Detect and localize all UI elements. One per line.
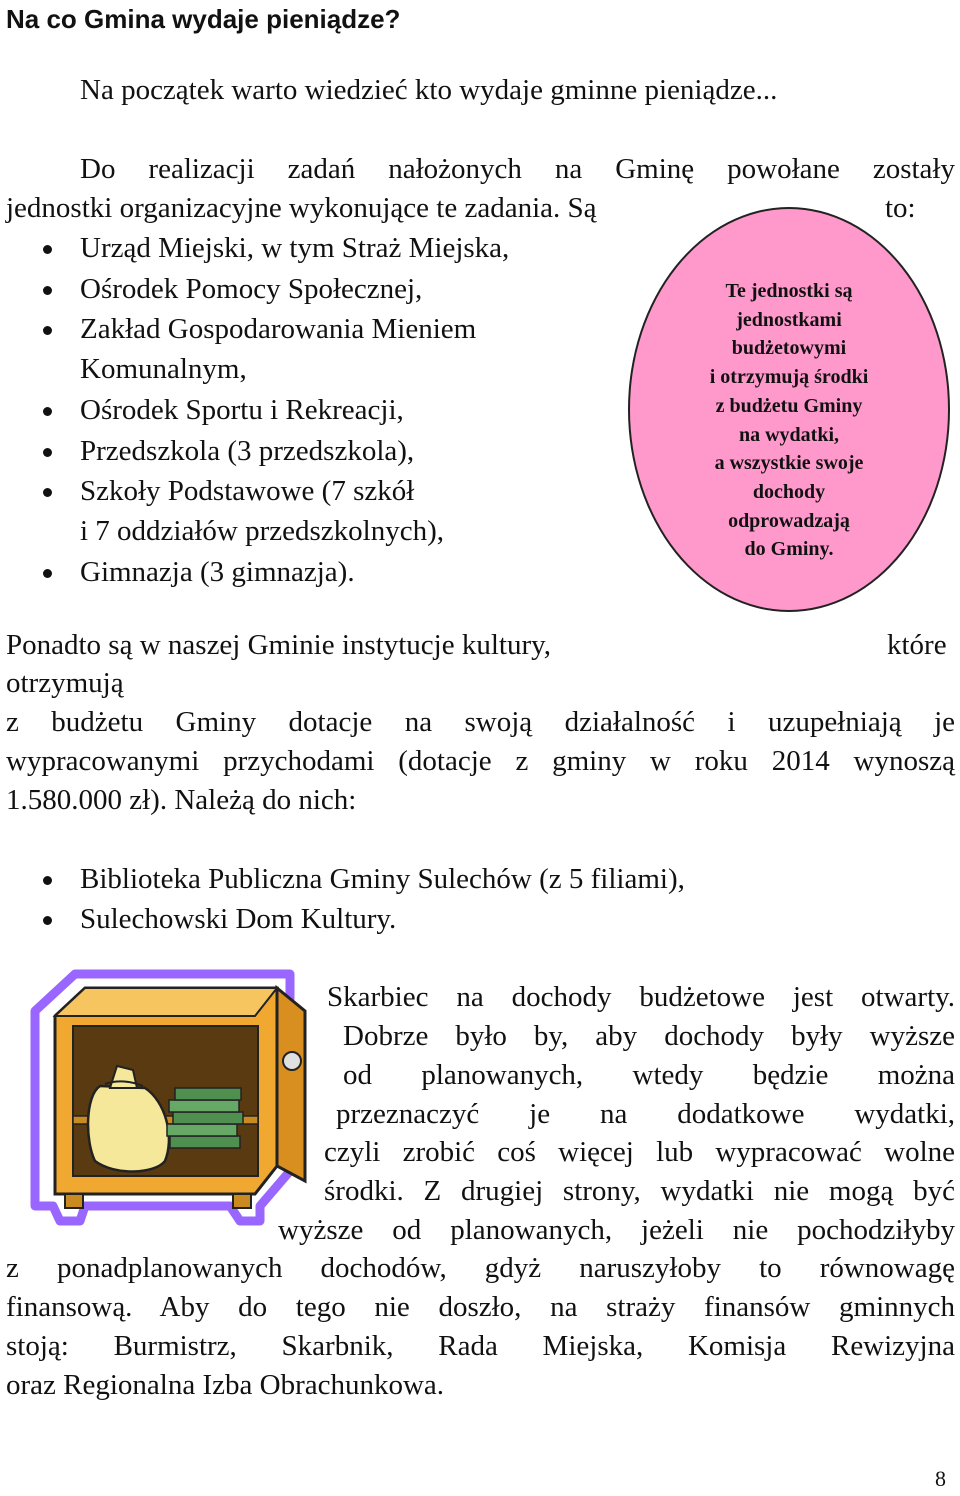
bullet	[43, 448, 52, 457]
callout-line: na wydatki,	[738, 423, 840, 446]
callout-line: budżetowymi	[731, 337, 847, 360]
callout-line: Te jednostki są	[725, 280, 853, 302]
para1-line1: Do realizacji zadań nałożonych na Gminę powołane zostały	[80, 153, 955, 185]
bullet	[43, 286, 52, 295]
list-item: Ośrodek Pomocy Społecznej,	[80, 273, 423, 305]
safe-line: z ponadplanowanych dochodów, gdyż naruszyłoby to równowagę	[6, 1252, 955, 1284]
safe-line: przeznaczyć je na dodatkowe wydatki,	[336, 1098, 955, 1130]
list-item: Urząd Miejski, w tym Straż Miejska,	[80, 232, 510, 264]
list-item: Komunalnym,	[80, 353, 247, 385]
bullet	[43, 569, 52, 578]
culture-line4: wypracowanymi przychodami (dotacje z gminy w roku 2014 wynoszą	[6, 745, 955, 777]
list-item: Ośrodek Sportu i Rekreacji,	[80, 394, 404, 426]
list-item: Sulechowski Dom Kultury.	[80, 903, 397, 935]
list-item: i 7 oddziałów przedszkolnych),	[80, 515, 445, 547]
culture-line3: z budżetu Gminy dotacje na swoją działalność i uzupełniają je	[6, 706, 955, 738]
intro-line: Na początek warto wiedzieć kto wydaje gminne pieniądze...	[80, 74, 778, 106]
list-item: Przedszkola (3 przedszkola),	[80, 435, 415, 467]
page-number: 8	[935, 1466, 946, 1491]
callout-line: z budżetu Gminy	[715, 394, 863, 417]
callout-line: odprowadzają	[728, 509, 850, 532]
callout-line: i otrzymują środki	[709, 366, 869, 389]
safe-line: Dobrze było by, aby dochody były wyższe	[343, 1020, 955, 1052]
callout-line: a wszystkie swoje	[714, 452, 864, 475]
callout-line: do Gminy.	[744, 538, 834, 561]
culture-line1b: które	[887, 629, 947, 661]
culture-line5: 1.580.000 zł). Należą do nich:	[6, 784, 357, 816]
culture-line2: otrzymują	[6, 667, 124, 699]
safe-line: wyższe od planowanych, jeżeli nie pochodziłyby	[278, 1214, 955, 1246]
safe-line: finansową. Aby do tego nie doszło, na straży finansów gminnych	[6, 1291, 955, 1323]
list-item: Biblioteka Publiczna Gminy Sulechów (z 5 filiami),	[80, 863, 685, 895]
list-item: Gimnazja (3 gimnazja).	[80, 556, 355, 588]
callout-line: jednostkami	[736, 308, 842, 331]
list-item: Szkoły Podstawowe (7 szkół	[80, 475, 415, 507]
page-heading: Na co Gmina wydaje pieniądze?	[6, 4, 401, 34]
safe-line: oraz Regionalna Izba Obrachunkowa.	[6, 1369, 445, 1401]
safe-line: Skarbiec na dochody budżetowe jest otwarty.	[327, 981, 955, 1013]
safe-line: środki. Z drugiej strony, wydatki nie mogą być	[324, 1175, 955, 1207]
bullet	[43, 876, 52, 885]
culture-line1a: Ponadto są w naszej Gminie instytucje kultury,	[6, 629, 551, 661]
bullet	[43, 326, 52, 335]
bullet	[43, 245, 52, 254]
open-safe-illustration	[5, 966, 315, 1226]
safe-line: czyli zrobić coś więcej lub wypracować wolne	[324, 1136, 955, 1168]
bullet	[43, 916, 52, 925]
para1-line2a: jednostki organizacyjne wykonujące te zadania. Są	[6, 192, 597, 224]
bullet	[43, 407, 52, 416]
para1-line2b: to:	[885, 192, 916, 224]
safe-line: stoją: Burmistrz, Skarbnik, Rada Miejska, Komisja Rewizyjna	[6, 1330, 955, 1362]
callout-text	[628, 277, 950, 564]
list-item: Zakład Gospodarowania Mieniem	[80, 313, 477, 345]
callout-line: dochody	[752, 480, 826, 503]
bullet	[43, 488, 52, 497]
safe-line: od planowanych, wtedy będzie można	[343, 1059, 955, 1091]
